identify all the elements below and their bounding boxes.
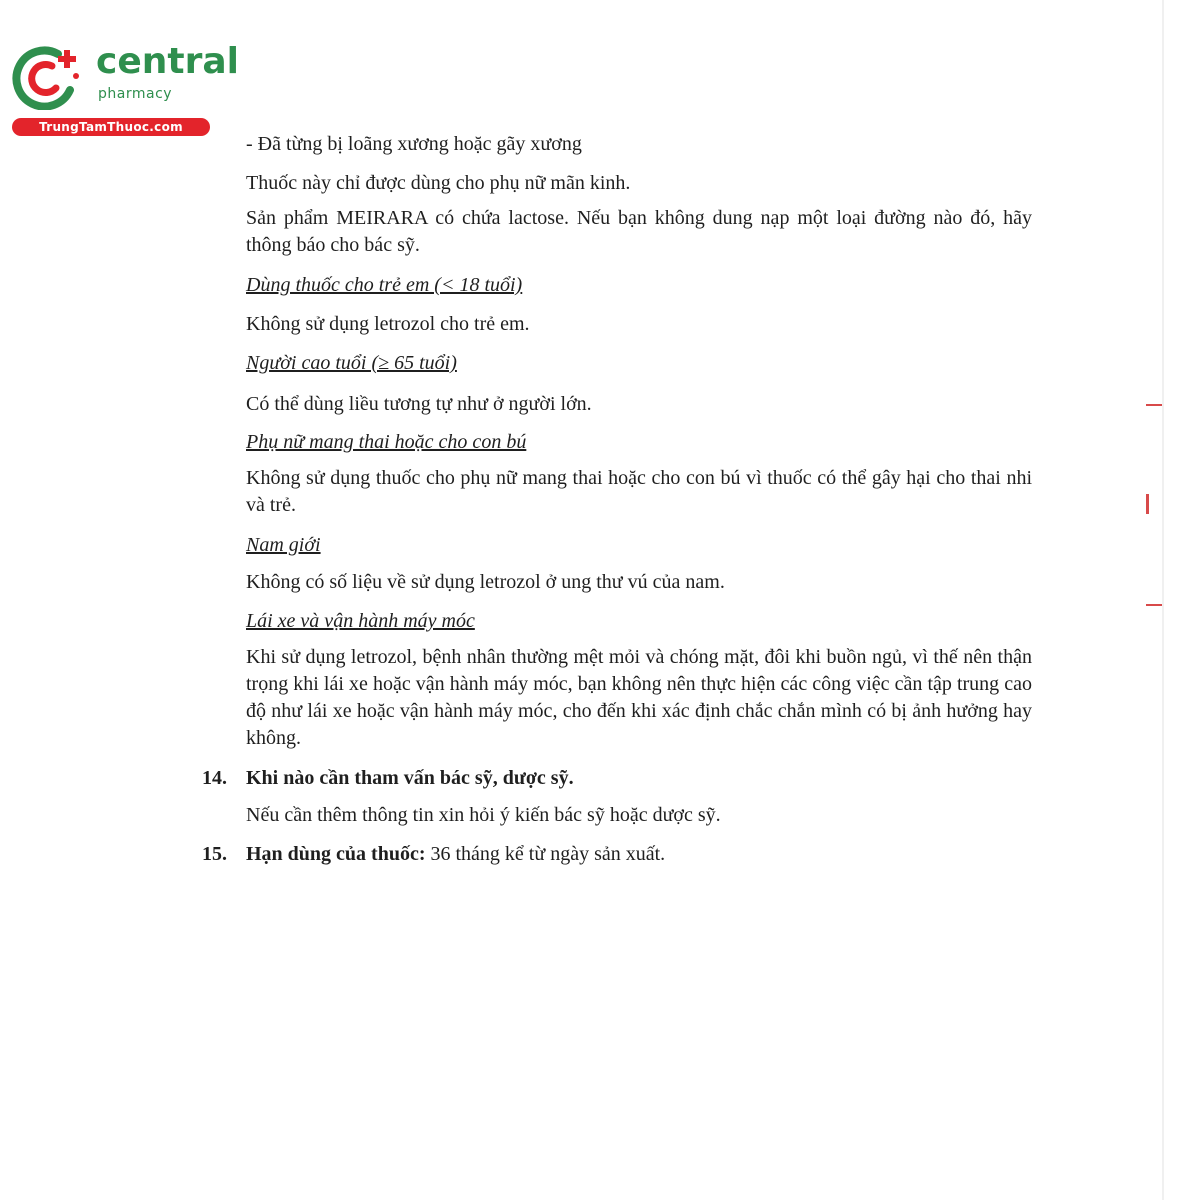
para-pregnancy: Không sử dụng thuốc cho phụ nữ mang thai hoặc cho con bú vì thuốc có thể gây hại cho thai nhi và trẻ. <box>246 467 1032 516</box>
section-14-number: 14. <box>202 767 227 789</box>
section-14-body: Nếu cần thêm thông tin xin hỏi ý kiến bác sỹ hoặc dược sỹ. <box>246 804 721 826</box>
para-lactose: Sản phẩm MEIRARA có chứa lactose. Nếu bạn không dung nạp một loại đường nào đó, hãy thông báo cho bác sỹ. <box>246 207 1032 256</box>
heading-elderly: Người cao tuổi (≥ 65 tuổi) <box>246 352 457 374</box>
section-14-title: Khi nào cần tham vấn bác sỹ, dược sỹ. <box>246 767 574 789</box>
bullet-osteoporosis: - Đã từng bị loãng xương hoặc gãy xương <box>246 133 582 155</box>
para-menopause: Thuốc này chỉ được dùng cho phụ nữ mãn kinh. <box>246 172 631 194</box>
pharmacy-logo-icon <box>12 40 84 110</box>
section-15-line <box>246 840 665 868</box>
para-children: Không sử dụng letrozol cho trẻ em. <box>246 313 530 335</box>
section-15-label: Hạn dùng của thuốc: <box>246 843 426 865</box>
heading-driving: Lái xe và vận hành máy móc <box>246 610 475 632</box>
section-15-number: 15. <box>202 843 227 865</box>
brand-subtitle: pharmacy <box>98 86 173 102</box>
red-stamp-fragment <box>1146 494 1153 514</box>
para-male: Không có số liệu về sử dụng letrozol ở ung thư vú của nam. <box>246 571 725 593</box>
heading-children: Dùng thuốc cho trẻ em (< 18 tuổi) <box>246 274 523 296</box>
brand-name: central <box>96 41 239 82</box>
page-edge <box>1162 0 1164 1200</box>
central-pharmacy-logo <box>10 36 239 136</box>
brand-tagline: TrungTamThuoc.com <box>12 118 210 136</box>
heading-male: Nam giới <box>246 534 321 556</box>
para-driving: Khi sử dụng letrozol, bệnh nhân thường mệt mỏi và chóng mặt, đôi khi buồn ngủ, vì thế nên thận trọng khi lái xe hoặc vận hành máy móc, bạn không nên thực hiện các công việc cần tập trung cao độ như lái xe hoặc vận hành máy móc, cho đến khi xác định chắc chắn mình có bị ảnh hưởng hay không. <box>246 646 1032 749</box>
para-elderly: Có thể dùng liều tương tự như ở người lớn. <box>246 393 592 415</box>
heading-pregnancy: Phụ nữ mang thai hoặc cho con bú <box>246 431 527 453</box>
section-15-value: 36 tháng kể từ ngày sản xuất. <box>425 843 666 865</box>
